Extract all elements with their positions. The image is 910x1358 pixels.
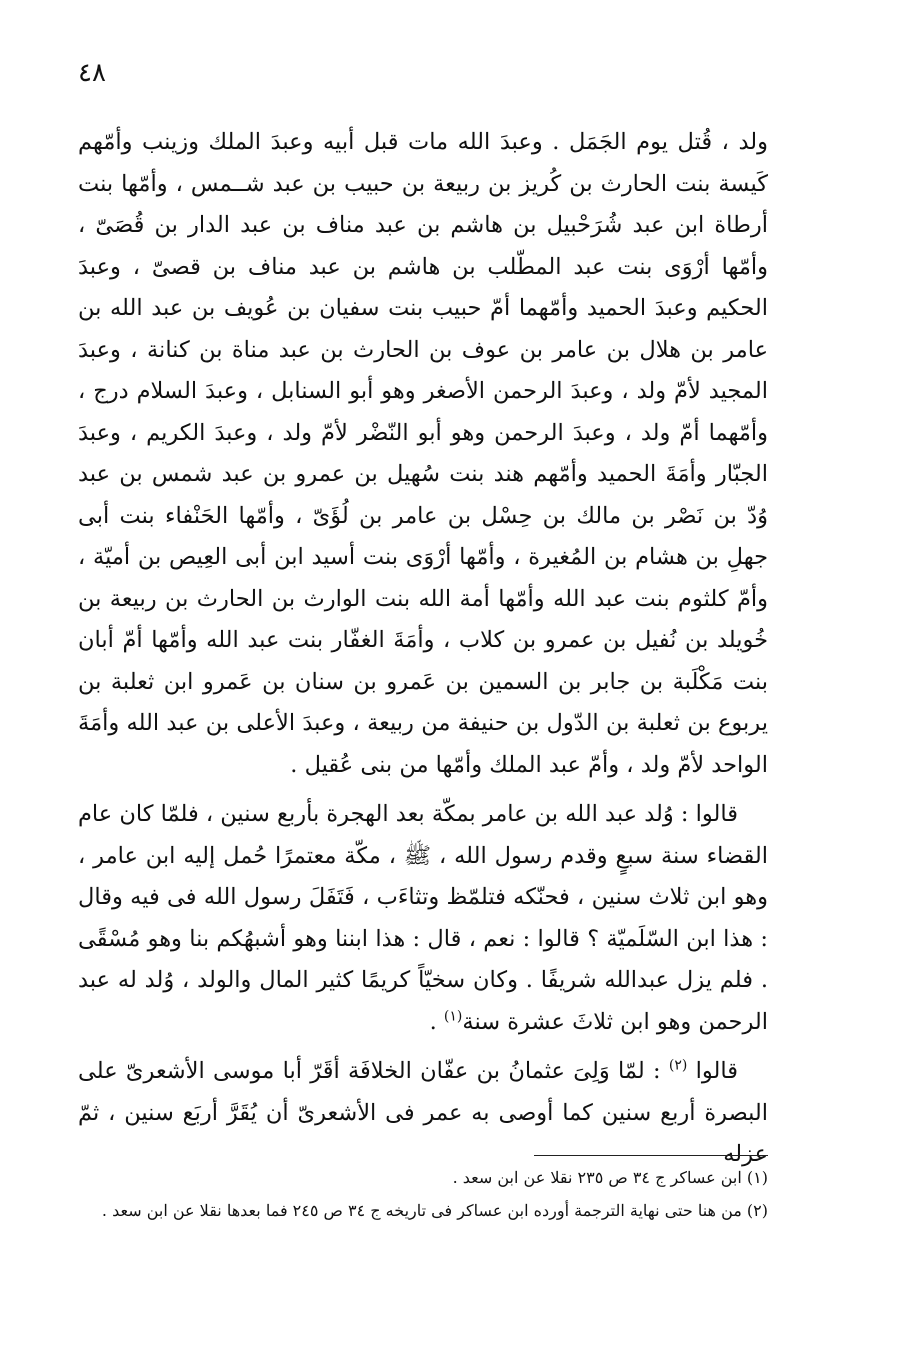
book-page [78,0,768,1358]
footnote-reference: (١) [443,1008,463,1024]
paragraph-text: ولد ، قُتل يوم الجَمَل . وعبدَ الله مات قبل أبيه وعبدَ الملك وزينب وأمّهم كَيسة بنت الحارث بن كُريز بن ربيعة بن حبيب بن عبد شــمس ، وأمّها بنت أرطاة ابن عبد شُرَحْبيل بن هاشم بن عبد مناف بن عبد الدار بن قُصَىّ ، وأمّها أرْوَى بنت عبد المطّلب بن هاشم بن عبد مناف بن قصىّ ، وعبدَ الحكيم وعبدَ الحميد وأمّهما أمّ حبيب بنت سفيان بن عُويف بن عبد الله بن عامر بن هلال بن عامر بن عوف بن الحارث بن عبد مناة بن كنانة ، وعبدَ المجيد لأمّ ولد ، وعبدَ الرحمن الأصغر وهو أبو السنابل ، وعبدَ السلام درج ، وأمّهما أمّ ولد ، وعبدَ الرحمن وهو أبو النّضْر لأمّ ولد ، وعبدَ الكريم ، وعبدَ الجبّار وأمَةَ الحميد وأمّهم هند بنت سُهيل بن عمرو بن عبد شمس بن عبد وُدّ بن نَصْر بن مالك بن حِسْل بن عامر بن لُؤَىّ ، وأمّها الحَنْفاء بنت أبى جهلِ بن هشام بن المُغيرة ، وأمّها أرْوَى بنت أسيد ابن أبى العِيص بن أميّة ، وأمّ كلثوم بنت عبد الله وأمّها أمة الله بنت الوارث بن الحارث بن ربيعة بن خُويلد بن نُفيل بن عمرو بن كلاب ، وأمَةَ الغفّار بنت عبد الله وأمّها أمّ أبان بنت مَكْلَبة بن جابر بن السمين بن عَمرو بن سنان بن عَمرو ابن ثعلبة بن يربوع بن ثعلبة بن الدّول بن حنيفة من ربيعة ، وعبدَ الأعلى بن عبد الله وأمَةَ الواحد لأمّ ولد ، وأمّ عبد الملك وأمّها من بنى عُقيل . [78,129,768,778]
paragraph-end: . [429,1008,444,1035]
paragraph-uthman [78,1051,768,1176]
footnotes [78,1163,768,1225]
paragraph-text: : لمّا وَلِىَ عثمانُ بن عفّان الخلافَة أقَرّ أبا موسى الأشعرىّ على البصرة أربع سنين كما أوصى به عمر فى الأشعرىّ أن يُقَرَّ أربَع سنين ، ثمّ عزله [78,1058,768,1167]
footnote-separator [534,1155,768,1156]
page-number: ٤٨ [78,58,106,88]
paragraph-genealogy [78,122,768,786]
paragraph-text: قالوا : وُلد عبد الله بن عامر بمكّة بعد الهجرة بأربع سنين ، فلمّا كان عام القضاء سنة سبعٍ وقدم رسول الله ، ﷺ ، مكّة معتمرًا حُمل إليه ابن عامر ، وهو ابن ثلاث سنين ، فحنّكه فتلمّظ وتثاءَب ، فَتَفَلَ رسول الله فى فيه وقال : هذا ابن السّلَميّة ؟ قالوا : نعم ، قال : هذا ابننا وهو أشبهُكم بنا وهو مُسْقًى . فلم يزل عبدالله شريفًا . وكان سخيّاً كريمًا كثير المال والولد ، وُلد له عبد الرحمن وهو ابن ثلاثَ عشرة سنة [78,801,768,1035]
paragraph-prefix: قالوا [687,1058,738,1084]
footnote-1: (١) ابن عساكر ج ٣٤ ص ٢٣٥ نقلا عن ابن سعد . [452,1168,768,1187]
footnote-reference: (٢) [668,1057,688,1074]
paragraph-birth [78,794,768,1043]
footnote-2: (٢) من هنا حتى نهاية الترجمة أورده ابن عساكر فى تاريخه ج ٣٤ ص ٢٤٥ فما بعدها نقلا عن ابن سعد . [101,1201,768,1220]
main-text [78,122,768,1176]
